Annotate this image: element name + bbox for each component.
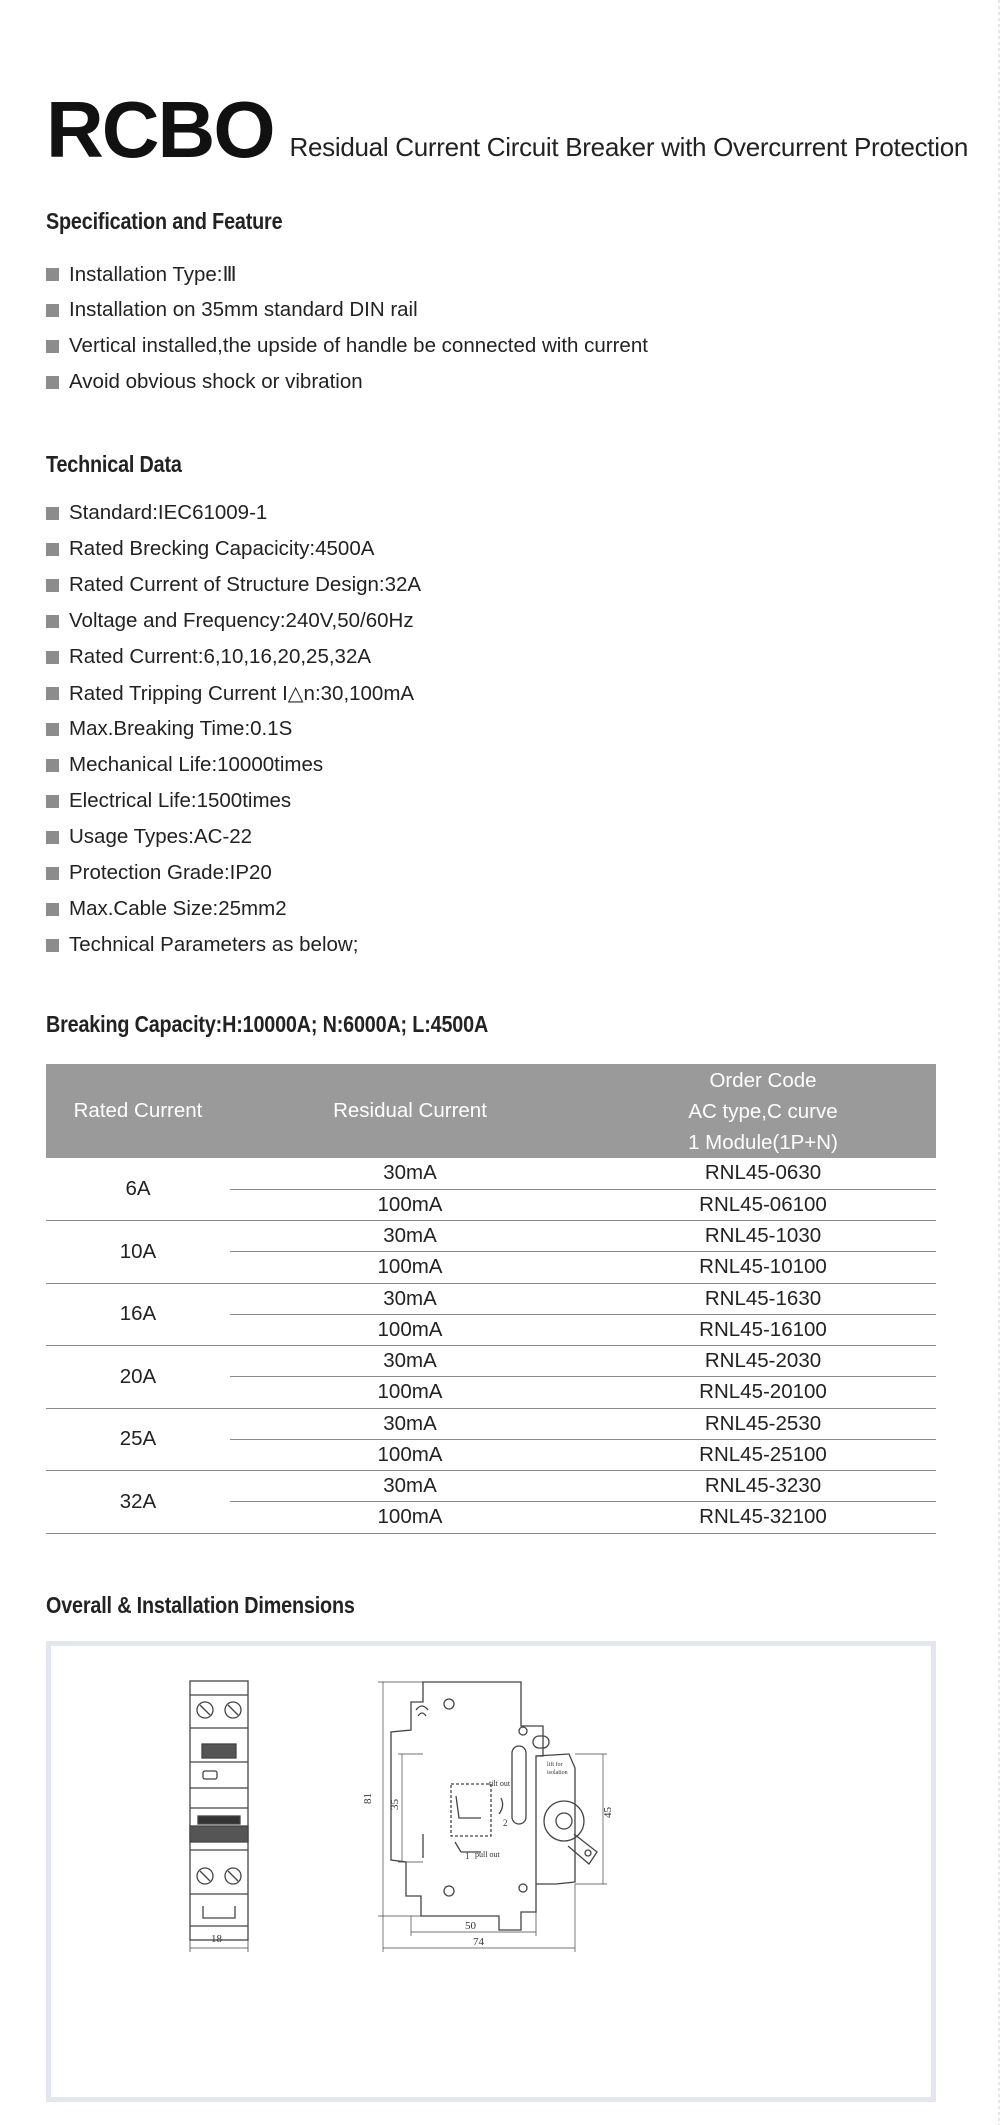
list-item: Avoid obvious shock or vibration xyxy=(46,364,648,400)
list-item: Protection Grade:IP20 xyxy=(46,855,421,891)
order-code-cell: RNL45-1030 xyxy=(590,1221,936,1252)
square-bullet-icon xyxy=(46,543,59,556)
dim-height-total-label: 81 xyxy=(362,1793,374,1804)
list-item: Max.Breaking Time:0.1S xyxy=(46,711,421,747)
tilt-out-label: tilt out xyxy=(489,1779,511,1788)
order-code-table xyxy=(46,1064,936,1534)
table-row xyxy=(46,1221,936,1252)
list-item: Technical Parameters as below; xyxy=(46,927,421,963)
table-row xyxy=(46,1408,936,1439)
order-code-cell: RNL45-25100 xyxy=(590,1439,936,1470)
rated-current-cell: 20A xyxy=(46,1346,230,1409)
rated-current-cell: 6A xyxy=(46,1158,230,1221)
square-bullet-icon xyxy=(46,304,59,317)
residual-cell: 30mA xyxy=(230,1408,590,1439)
pull-out-label: pull out xyxy=(475,1850,500,1859)
list-item: Rated Current:6,10,16,20,25,32A xyxy=(46,639,421,675)
dimensions-section-title: Overall & Installation Dimensions xyxy=(46,1592,355,1618)
list-item: Rated Brecking Capacicity:4500A xyxy=(46,531,421,567)
breaking-capacity-title: Breaking Capacity:H:10000A; N:6000A; L:4500A xyxy=(46,1011,489,1037)
residual-cell: 100mA xyxy=(230,1502,590,1533)
order-code-cell: RNL45-32100 xyxy=(590,1502,936,1533)
residual-cell: 100mA xyxy=(230,1189,590,1220)
order-code-cell: RNL45-1630 xyxy=(590,1283,936,1314)
square-bullet-icon xyxy=(46,903,59,916)
order-code-cell: RNL45-06100 xyxy=(590,1189,936,1220)
residual-cell: 30mA xyxy=(230,1158,590,1189)
dim-height-inner-label: 35 xyxy=(389,1799,401,1810)
residual-cell: 30mA xyxy=(230,1471,590,1502)
square-bullet-icon xyxy=(46,867,59,880)
order-code-cell: RNL45-0630 xyxy=(590,1158,936,1189)
order-code-cell: RNL45-2030 xyxy=(590,1346,936,1377)
table-row xyxy=(46,1283,936,1314)
brand-title: RCBO xyxy=(46,85,274,174)
page-edge-decoration xyxy=(992,0,1000,2125)
side-view-drawing xyxy=(362,1682,614,1952)
square-bullet-icon xyxy=(46,759,59,772)
list-item: Voltage and Frequency:240V,50/60Hz xyxy=(46,603,421,639)
square-bullet-icon xyxy=(46,687,59,700)
square-bullet-icon xyxy=(46,268,59,281)
step-2-label: 2 xyxy=(503,1818,508,1828)
rated-current-cell: 32A xyxy=(46,1471,230,1534)
rated-current-cell: 16A xyxy=(46,1283,230,1346)
list-item: Installation Type:Ⅲ xyxy=(46,256,648,292)
lift-note-line1: lift for xyxy=(547,1762,563,1768)
order-code-cell: RNL45-16100 xyxy=(590,1314,936,1345)
spec-section-title: Specification and Feature xyxy=(46,208,283,234)
square-bullet-icon xyxy=(46,795,59,808)
square-bullet-icon xyxy=(46,939,59,952)
dimension-drawing xyxy=(51,1646,931,2097)
dim-width-front-label: 18 xyxy=(211,1933,222,1945)
step-1-label: 1 xyxy=(465,1851,470,1861)
residual-cell: 100mA xyxy=(230,1377,590,1408)
tech-list xyxy=(46,495,421,963)
front-view-drawing xyxy=(190,1681,248,1952)
header-order-code: Order Code AC type,C curve 1 Module(1P+N) xyxy=(590,1064,936,1158)
page-header xyxy=(46,85,969,174)
list-item: Standard:IEC61009-1 xyxy=(46,495,421,531)
order-code-cell: RNL45-20100 xyxy=(590,1377,936,1408)
spec-list xyxy=(46,256,648,400)
square-bullet-icon xyxy=(46,376,59,389)
order-code-cell: RNL45-3230 xyxy=(590,1471,936,1502)
table-row xyxy=(46,1346,936,1377)
residual-cell: 30mA xyxy=(230,1221,590,1252)
square-bullet-icon xyxy=(46,507,59,520)
list-item: Installation on 35mm standard DIN rail xyxy=(46,292,648,328)
page-subtitle: Residual Current Circuit Breaker with Overcurrent Protection xyxy=(289,132,969,162)
residual-cell: 100mA xyxy=(230,1314,590,1345)
header-residual-current: Residual Current xyxy=(230,1064,590,1158)
table-header-row xyxy=(46,1064,936,1158)
lift-note-line2: isolation xyxy=(547,1770,568,1776)
residual-cell: 100mA xyxy=(230,1439,590,1470)
dim-depth-total-label: 74 xyxy=(473,1936,484,1948)
list-item: Electrical Life:1500times xyxy=(46,783,421,819)
list-item: Rated Current of Structure Design:32A xyxy=(46,567,421,603)
list-item: Rated Tripping Current I△n:30,100mA xyxy=(46,675,421,711)
square-bullet-icon xyxy=(46,723,59,736)
square-bullet-icon xyxy=(46,340,59,353)
list-item: Vertical installed,the upside of handle be connected with current xyxy=(46,328,648,364)
order-code-cell: RNL45-10100 xyxy=(590,1252,936,1283)
list-item: Mechanical Life:10000times xyxy=(46,747,421,783)
residual-cell: 100mA xyxy=(230,1252,590,1283)
header-rated-current: Rated Current xyxy=(46,1064,230,1158)
square-bullet-icon xyxy=(46,579,59,592)
dim-height-right-label: 45 xyxy=(602,1807,614,1818)
dimension-drawing-frame xyxy=(46,1641,936,2102)
residual-cell: 30mA xyxy=(230,1346,590,1377)
tech-section-title: Technical Data xyxy=(46,451,182,477)
rated-current-cell: 10A xyxy=(46,1221,230,1284)
dim-depth-inner-label: 50 xyxy=(465,1920,476,1932)
table-row xyxy=(46,1471,936,1502)
rated-current-cell: 25A xyxy=(46,1408,230,1471)
table-row xyxy=(46,1158,936,1189)
square-bullet-icon xyxy=(46,615,59,628)
square-bullet-icon xyxy=(46,651,59,664)
list-item: Max.Cable Size:25mm2 xyxy=(46,891,421,927)
residual-cell: 30mA xyxy=(230,1283,590,1314)
order-code-cell: RNL45-2530 xyxy=(590,1408,936,1439)
list-item: Usage Types:AC-22 xyxy=(46,819,421,855)
square-bullet-icon xyxy=(46,831,59,844)
